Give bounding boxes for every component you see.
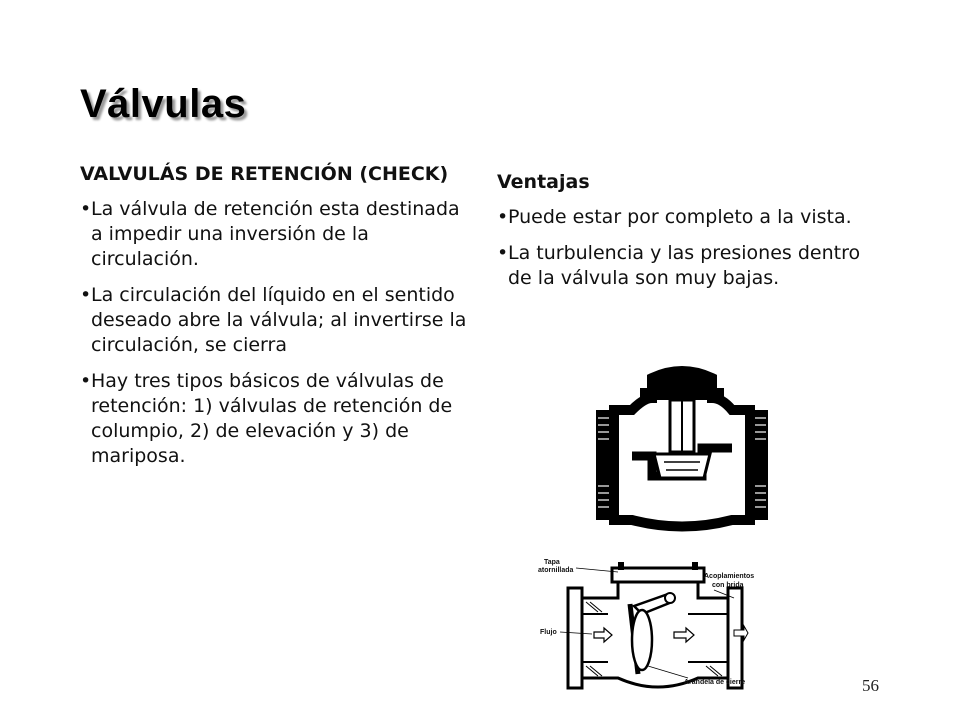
left-bullet-list [80,197,470,469]
left-column [80,162,470,480]
lift-check-valve-figure [592,358,774,528]
list-item: • La válvula de retención esta destinada a impedir una inversión de la circulación. [80,197,470,272]
list-item: • La turbulencia y las presiones dentro de la válvula son muy bajas. [497,241,877,291]
label-flujo: Flujo [540,629,557,636]
right-column [497,170,877,302]
right-bullet-list [497,205,877,291]
label-con-brida: con brida [712,582,744,589]
left-heading: VALVULÁS DE RETENCIÓN (CHECK) [80,163,449,185]
slide-title: Válvulas [80,82,247,126]
page-number: 56 [862,676,879,695]
label-tapa: Tapa [544,559,560,566]
list-item: • La circulación del líquido en el sentido deseado abre la válvula; al invertirse la circulación, se cierra [80,283,470,358]
label-arandela: Arandela de cierre [684,679,746,686]
list-item: • Puede estar por completo a la vista. [497,205,877,230]
label-atornillada: atornillada [538,567,574,574]
label-acoplamientos: Acoplamientos [704,573,755,580]
list-item: • Hay tres tipos básicos de válvulas de retención: 1) válvulas de retención de columpio, 2) de elevación y 3) de mariposa. [80,369,470,469]
right-heading: Ventajas [497,171,590,193]
swing-check-valve-figure [538,548,755,698]
